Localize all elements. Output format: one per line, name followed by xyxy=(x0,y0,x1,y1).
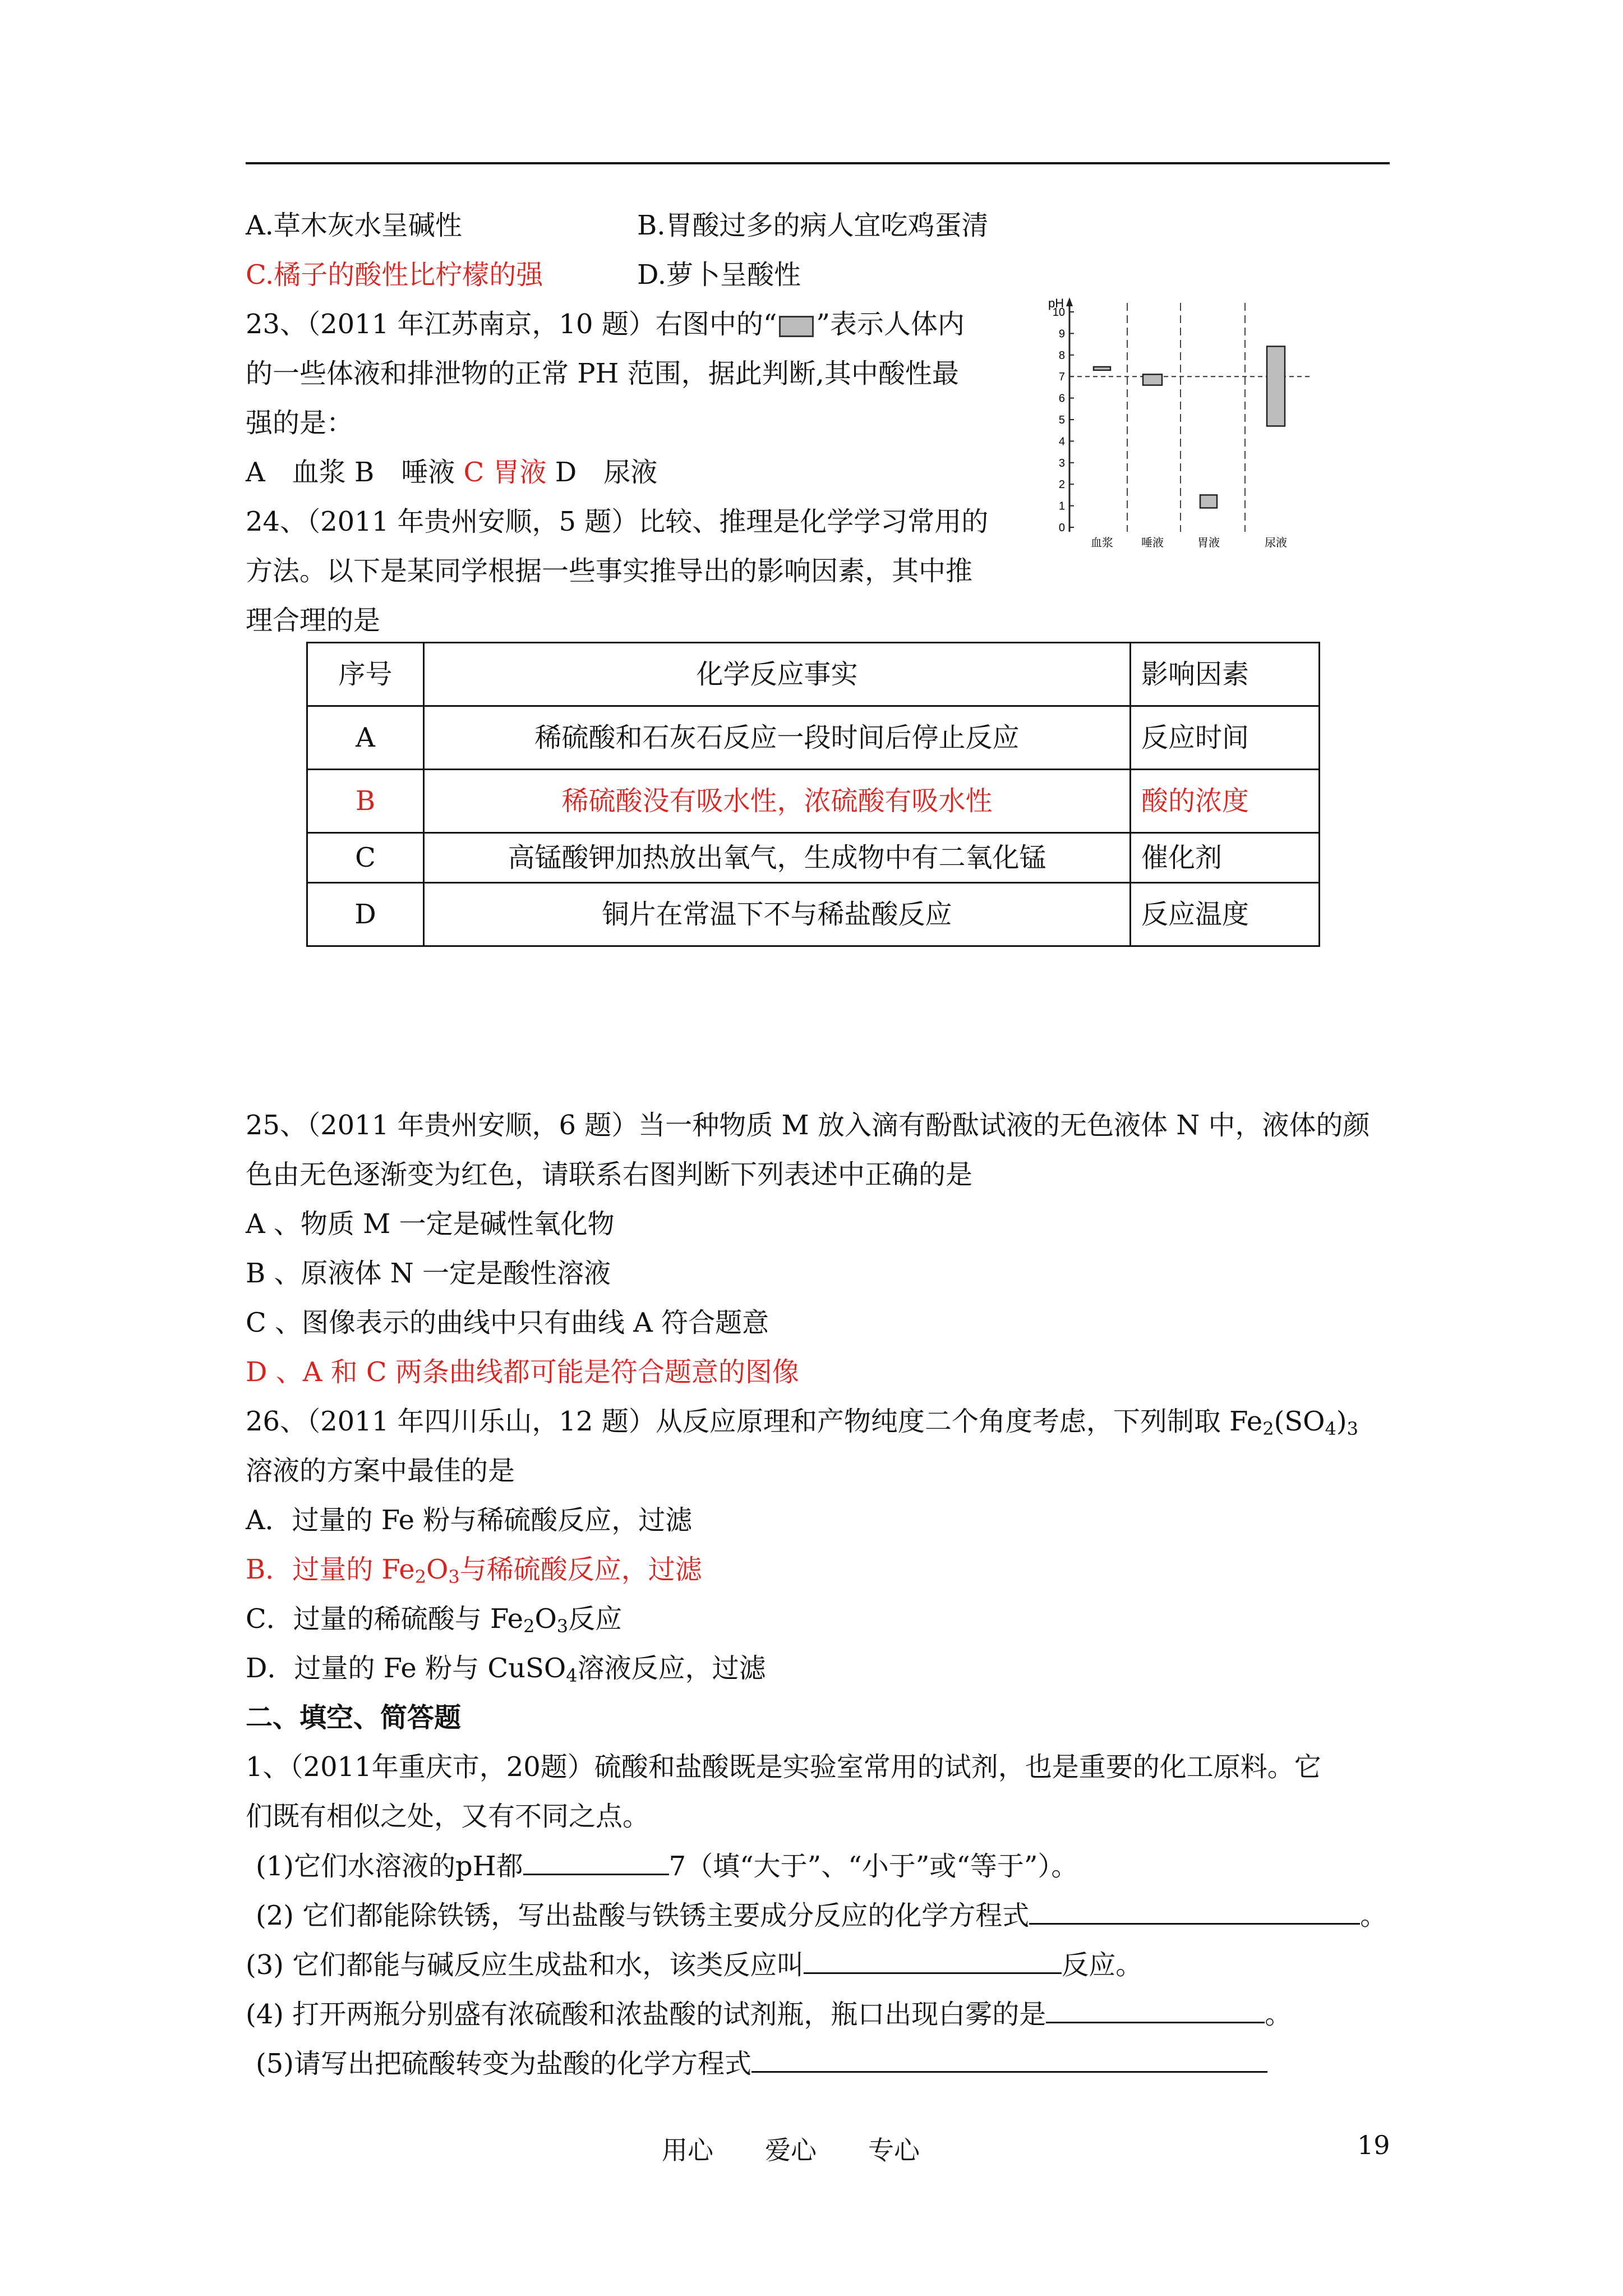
row-no: D xyxy=(307,883,424,946)
ph-category-label: 尿液 xyxy=(1265,536,1287,549)
row-no: C xyxy=(307,833,424,883)
ph-range-box xyxy=(1094,367,1110,370)
q26-option-a: A．过量的 Fe 粉与稀硫酸反应，过滤 xyxy=(246,1504,693,1536)
answer-blank[interactable] xyxy=(523,1849,669,1875)
ph-tick-label: 3 xyxy=(1058,457,1065,470)
ph-tick-label: 6 xyxy=(1058,392,1065,405)
row-factor: 酸的浓度 xyxy=(1130,770,1319,833)
s2-part3: (3) 它们都能与碱反应生成盐和水，该类反应叫 反应。 xyxy=(246,1948,1142,1982)
q23-options: A 血浆 B 唾液 C 胃液 D 尿液 xyxy=(246,457,658,488)
answer-blank[interactable] xyxy=(1029,1898,1360,1925)
ph-tick-label: 1 xyxy=(1058,500,1065,513)
row-fact: 铜片在常温下不与稀盐酸反应 xyxy=(424,883,1131,946)
q24-line2: 方法。以下是某同学根据一些事实推导出的影响因素，其中推 xyxy=(246,555,973,587)
answer-blank[interactable] xyxy=(751,2046,1267,2073)
q23-line1: 23、（2011 年江苏南京，10 题）右图中的“ ”表示人体内 xyxy=(246,309,965,340)
header-factor: 影响因素 xyxy=(1130,643,1319,706)
q26-option-c: C．过量的稀硫酸与 $Fe_2O_3$反应 xyxy=(246,1603,623,1637)
q25-option-c: C 、图像表示的曲线中只有曲线 A 符合题意 xyxy=(246,1307,769,1338)
q25-line2: 色由无色逐渐变为红色，请联系右图判断下列表述中正确的是 xyxy=(246,1159,973,1190)
row-factor: 催化剂 xyxy=(1130,833,1319,883)
ph-tick-label: 7 xyxy=(1058,371,1065,384)
s2-q1-line2: 们既有相似之处，又有不同之点。 xyxy=(246,1801,650,1832)
row-factor: 反应温度 xyxy=(1130,883,1319,946)
ph-category-label: 唾液 xyxy=(1141,536,1164,549)
q24-line3: 理合理的是 xyxy=(246,605,381,636)
s2-part2: (2) 它们都能除铁锈，写出盐酸与铁锈主要成分反应的化学方程式 。 xyxy=(256,1898,1387,1932)
row-no: B xyxy=(307,770,424,833)
q26-option-d: D．过量的 Fe 粉与 CuSO$_4$溶液反应，过滤 xyxy=(246,1653,766,1686)
ph-tick-label: 4 xyxy=(1058,435,1065,448)
ph-category-label: 胃液 xyxy=(1197,536,1220,549)
s2-part5: (5)请写出把硫酸转变为盐酸的化学方程式 xyxy=(256,2046,1267,2081)
answer-blank[interactable] xyxy=(1046,1997,1265,2023)
q24-table xyxy=(306,642,1320,947)
s2-part1: (1)它们水溶液的pH都 7（填“大于”、“小于”或“等于”）。 xyxy=(256,1849,1078,1883)
table-row xyxy=(307,833,1320,883)
q22-option-a: A.草木灰水呈碱性 xyxy=(246,210,462,241)
q25-option-b: B 、原液体 N 一定是酸性溶液 xyxy=(246,1258,611,1289)
table-row xyxy=(307,770,1320,833)
q25-option-d: D 、A 和 C 两条曲线都可能是符合题意的图像 xyxy=(246,1356,799,1388)
table-row xyxy=(307,883,1320,946)
page-number: 19 xyxy=(1357,2130,1390,2160)
q23-line2: 的一些体液和排泄物的正常 PH 范围，据此判断,其中酸性最 xyxy=(246,358,959,389)
q26-option-b: B．过量的 $Fe_2O_3$与稀硫酸反应，过滤 xyxy=(246,1554,702,1588)
header-fact: 化学反应事实 xyxy=(424,643,1131,706)
row-fact: 稀硫酸和石灰石反应一段时间后停止反应 xyxy=(424,706,1131,770)
section-heading: 二、填空、简答题 xyxy=(246,1702,462,1733)
row-factor: 反应时间 xyxy=(1130,706,1319,770)
header-no: 序号 xyxy=(307,643,424,706)
ph-range-box xyxy=(1267,346,1285,426)
footer-motto: 用心 爱心 专心 xyxy=(662,2135,920,2165)
row-no: A xyxy=(307,706,424,770)
ph-tick-label: 8 xyxy=(1058,349,1065,362)
ph-tick-label: 10 xyxy=(1052,306,1065,319)
ph-tick-label: 5 xyxy=(1058,414,1065,426)
q24-line1: 24、（2011 年贵州安顺，5 题）比较、推理是化学学习常用的 xyxy=(246,506,989,537)
ph-axis-label: pH xyxy=(1048,296,1064,310)
ph-range-chart xyxy=(1029,280,1321,550)
ph-range-box xyxy=(1200,495,1217,508)
ph-category-label: 血浆 xyxy=(1091,536,1113,549)
row-fact: 高锰酸钾加热放出氧气，生成物中有二氧化锰 xyxy=(424,833,1131,883)
q25-option-a: A 、物质 M 一定是碱性氧化物 xyxy=(246,1208,615,1240)
ph-range-box xyxy=(1143,374,1162,385)
answer-blank[interactable] xyxy=(804,1948,1062,1974)
q25-line1: 25、（2011 年贵州安顺，6 题）当一种物质 M 放入滴有酚酞试液的无色液体 N 中，液体的颜 xyxy=(246,1110,1370,1141)
s2-part4: (4) 打开两瓶分别盛有浓硫酸和浓盐酸的试剂瓶，瓶口出现白雾的是 。 xyxy=(246,1997,1292,2031)
row-fact: 稀硫酸没有吸水性，浓硫酸有吸水性 xyxy=(424,770,1131,833)
ph-tick-label: 9 xyxy=(1058,328,1065,341)
s2-q1-line1: 1、（2011年重庆市，20题）硫酸和盐酸既是实验室常用的试剂，也是重要的化工原料。它 xyxy=(246,1751,1321,1783)
header-rule xyxy=(246,162,1390,164)
ph-tick-label: 2 xyxy=(1058,478,1065,491)
table-row xyxy=(307,706,1320,770)
q26-line1: 26、（2011 年四川乐山，12 题）从反应原理和产物纯度二个角度考虑，下列制取 $Fe_2(SO_4)_3$ xyxy=(246,1406,1358,1439)
q22-option-b: B.胃酸过多的病人宜吃鸡蛋清 xyxy=(637,210,989,241)
table-header-row xyxy=(307,643,1320,706)
ph-tick-label: 0 xyxy=(1058,522,1065,534)
q26-line2: 溶液的方案中最佳的是 xyxy=(246,1455,515,1487)
q22-option-c: C.橘子的酸性比柠檬的强 xyxy=(246,259,543,291)
q22-option-d: D.萝卜呈酸性 xyxy=(637,259,801,291)
q23-line3: 强的是： xyxy=(246,407,354,439)
range-box-icon xyxy=(779,316,814,337)
